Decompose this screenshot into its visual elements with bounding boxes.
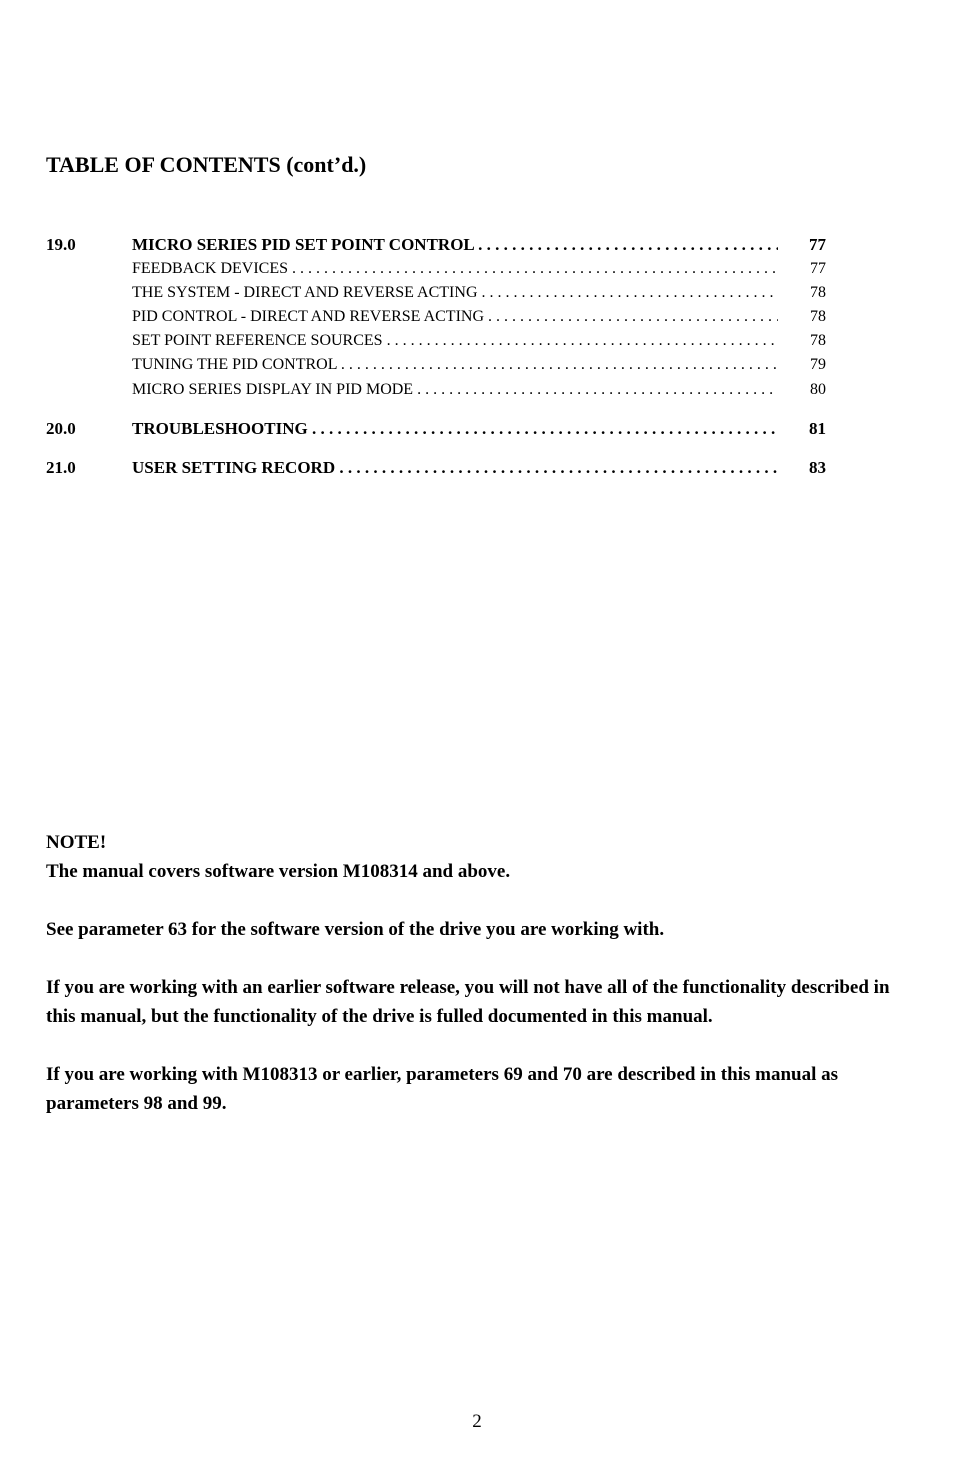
toc-entry-title: TROUBLESHOOTING . . . xyxy=(132,418,778,440)
toc-entry-title: MICRO SERIES PID SET POINT CONTROL . . . xyxy=(132,234,778,256)
toc-entry-title: MICRO SERIES DISPLAY IN PID MODE . . . xyxy=(132,379,778,401)
toc-entry-set-point-reference xyxy=(46,330,828,352)
toc-entry-display-pid-mode xyxy=(46,379,828,401)
page-number: 2 xyxy=(472,1411,482,1432)
note-line-version: The manual covers software version M108314 and above. xyxy=(46,861,511,882)
toc-entry-title: THE SYSTEM - DIRECT AND REVERSE ACTING . . . xyxy=(132,282,778,304)
toc-entry-page: 79 xyxy=(810,356,826,373)
software-version-note xyxy=(46,828,916,1147)
toc-entry-page: 77 xyxy=(809,235,826,254)
toc-entry-feedback-devices xyxy=(46,258,828,280)
toc-entry-title: SET POINT REFERENCE SOURCES . . . xyxy=(132,330,778,352)
note-heading: NOTE! xyxy=(46,832,107,853)
toc-entry-19 xyxy=(46,234,828,256)
toc-entry-page: 78 xyxy=(810,308,826,325)
toc-entry-pid-control-direct-reverse xyxy=(46,306,828,328)
note-paragraph-m108313: If you are working with M108313 or earlier, parameters 69 and 70 are described in this manual as parameters 98 and 99. xyxy=(46,1064,838,1114)
toc-entry-number: 20.0 xyxy=(46,419,76,438)
toc-entry-tuning-pid xyxy=(46,354,828,376)
toc-entry-page: 80 xyxy=(810,381,826,398)
toc-entry-21 xyxy=(46,457,828,479)
toc-entry-page: 83 xyxy=(809,458,826,477)
note-paragraph-parameter-63: See parameter 63 for the software version of the drive you are working with. xyxy=(46,919,665,940)
toc-entry-page: 78 xyxy=(810,284,826,301)
toc-entry-20 xyxy=(46,418,828,440)
toc-entry-page: 78 xyxy=(810,332,826,349)
toc-entry-number: 19.0 xyxy=(46,235,76,254)
toc-entry-title: TUNING THE PID CONTROL . . . xyxy=(132,354,778,376)
toc-entry-page: 77 xyxy=(810,260,826,277)
toc-entry-system-direct-reverse xyxy=(46,282,828,304)
toc-title: TABLE OF CONTENTS (cont’d.) xyxy=(46,152,367,177)
toc-entry-number: 21.0 xyxy=(46,458,76,477)
note-paragraph-earlier-release: If you are working with an earlier software release, you will not have all of the functionality described in this manual, but the functionality of the drive is fulled documented in this manual. xyxy=(46,977,890,1027)
toc-entry-title: USER SETTING RECORD . . . xyxy=(132,457,778,479)
toc-entry-title: PID CONTROL - DIRECT AND REVERSE ACTING . . . xyxy=(132,306,778,328)
toc-entry-title: FEEDBACK DEVICES . . . xyxy=(132,258,778,280)
toc-entry-page: 81 xyxy=(809,419,826,438)
